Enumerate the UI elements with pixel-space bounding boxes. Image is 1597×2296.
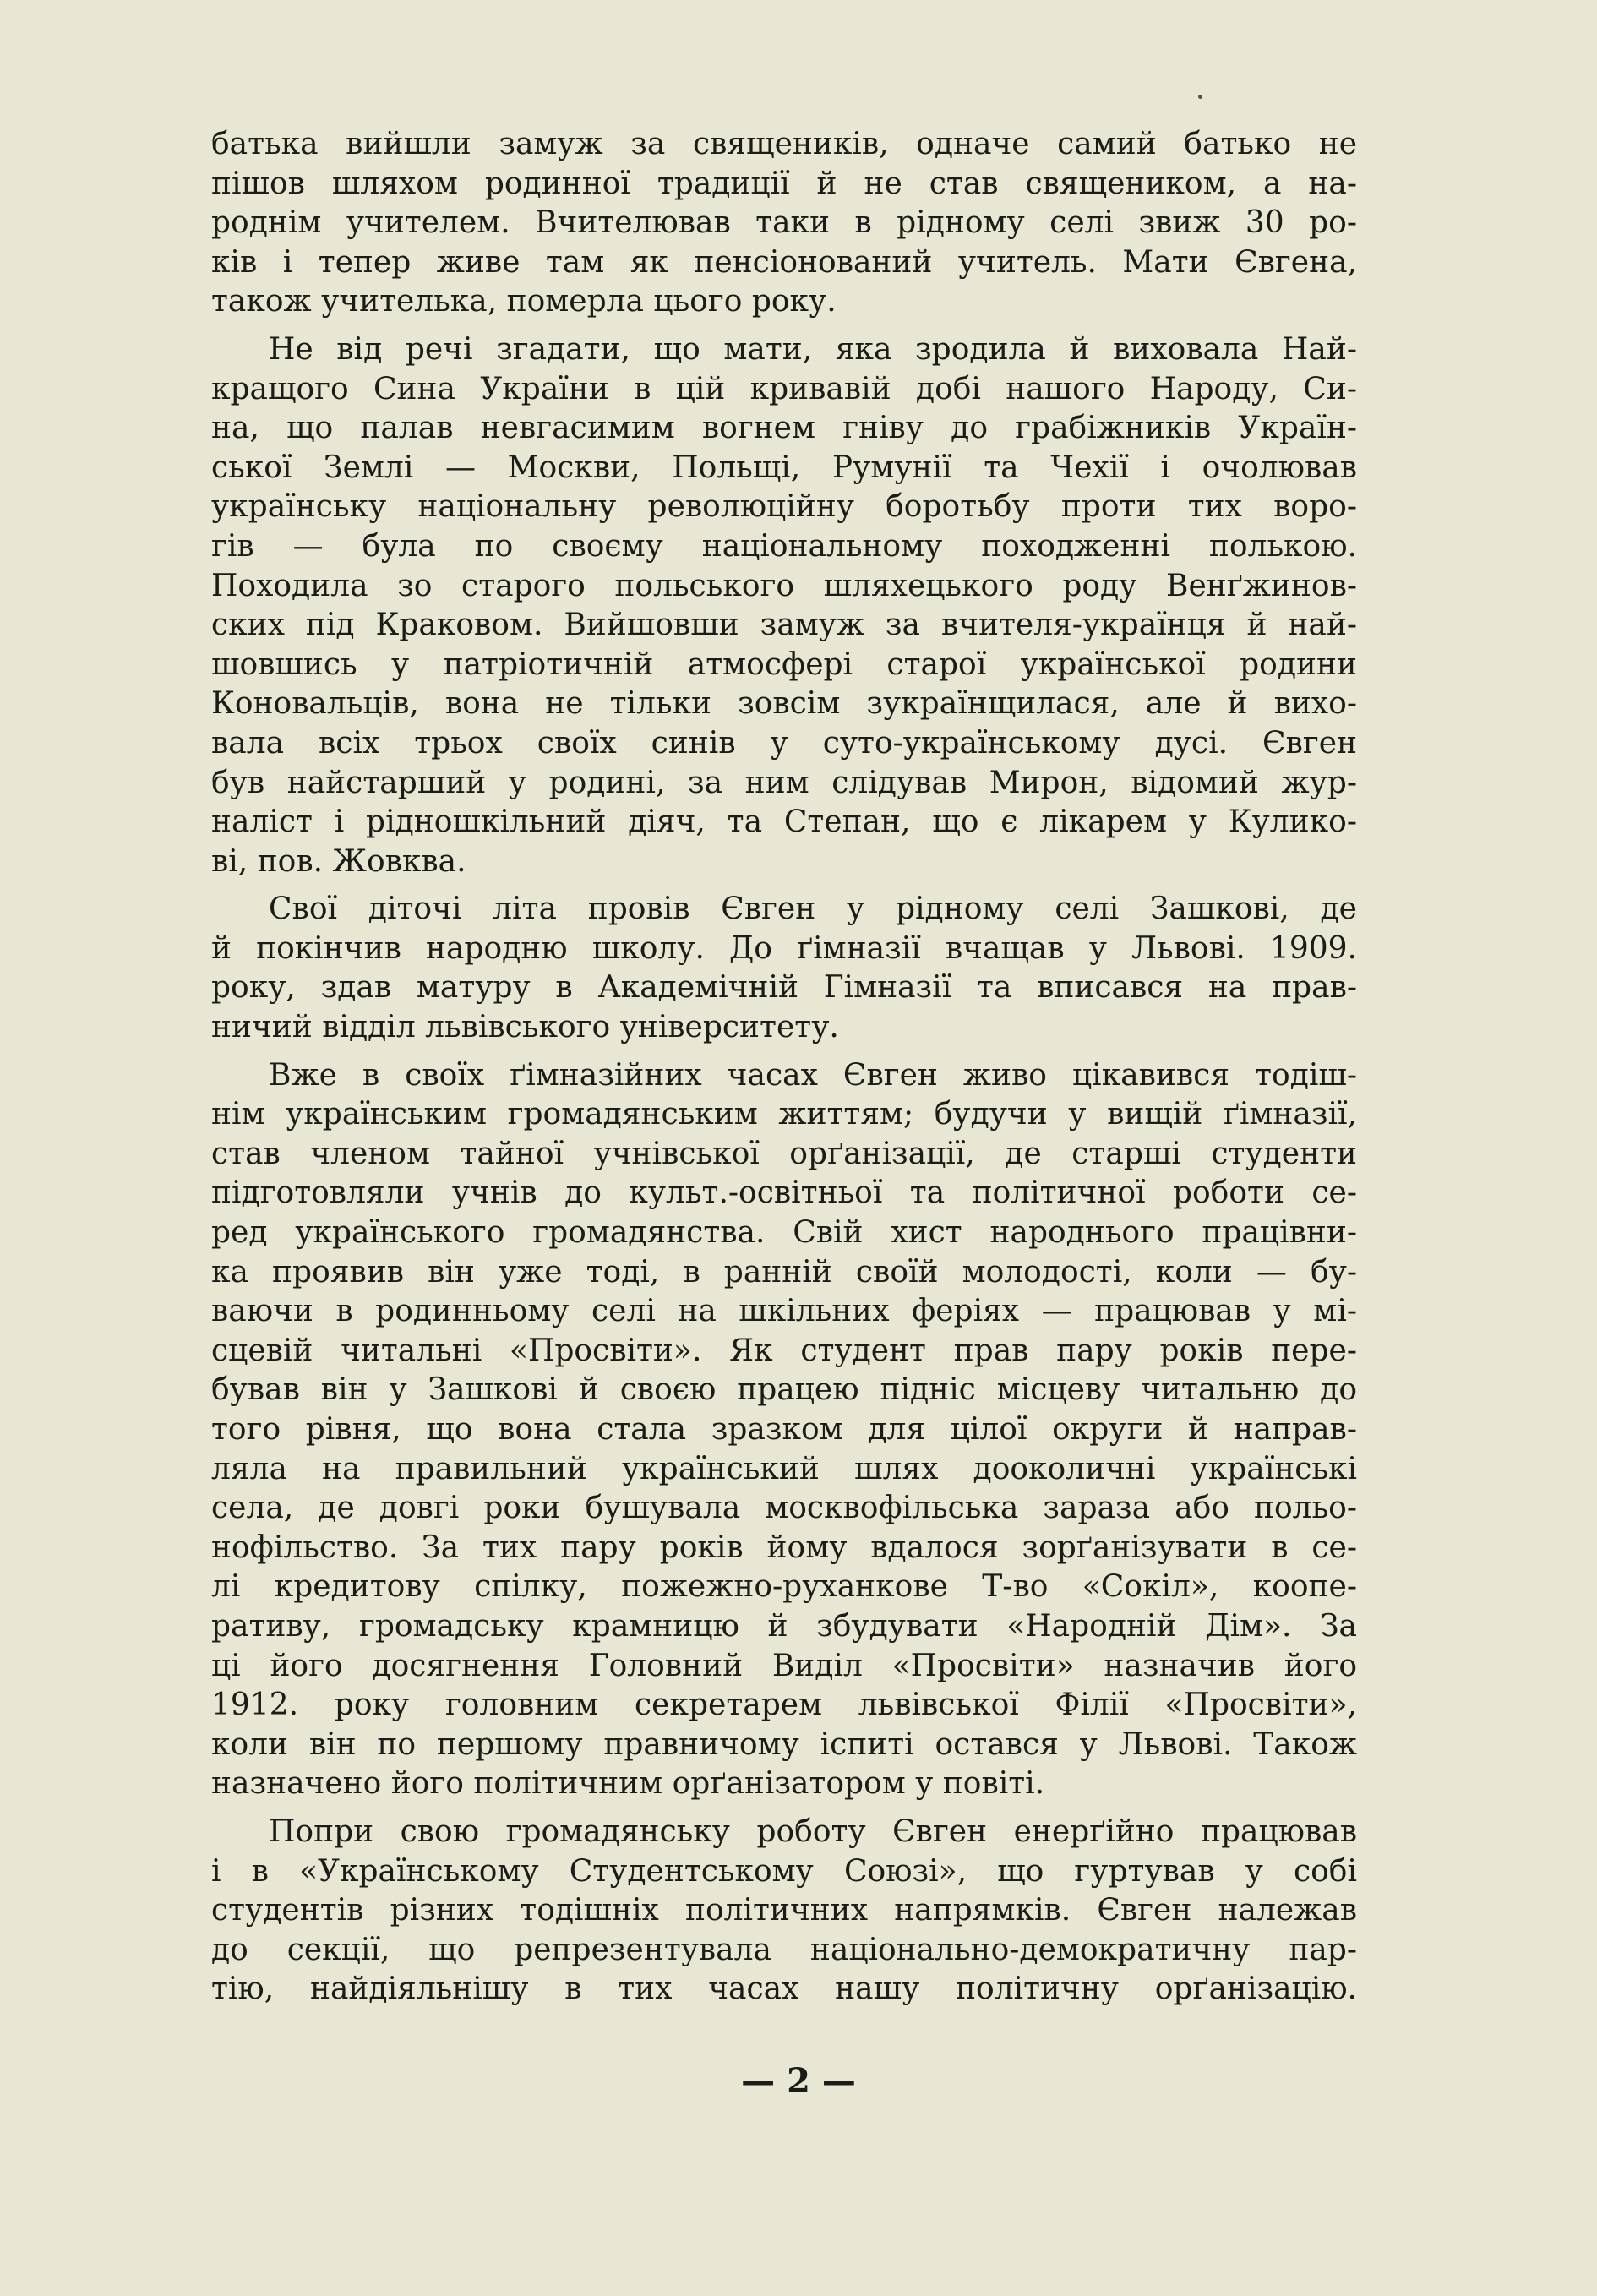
text-line: того рівня, що вона стала зразком для цілої округи й направ- (211, 1412, 1357, 1447)
text-line: ративу, громадську крамницю й збудувати «Народній Дім». За (211, 1608, 1357, 1644)
text-line: був найстарший у родині, за ним слідував Мирон, відомий жур- (211, 765, 1357, 800)
text-line: Свої діточі літа провів Євген у рідному селі Зашкові, де (269, 892, 1357, 927)
text-line: вала всіх трьох своїх синів у суто-українському дусі. Євген (211, 725, 1357, 761)
text-line: Коновальців, вона не тільки зовсім зукраїнщилася, але й вихо- (211, 686, 1357, 722)
text-line: гів — була по своєму національному походженні полькою. (211, 528, 1357, 564)
text-line: нофільство. За тих пару років йому вдалося зорґанізувати в се- (211, 1530, 1357, 1565)
text-line: Попри свою громадянську роботу Євген енерґійно працював (269, 1813, 1357, 1849)
text-line: ві, пов. Жовква. (211, 843, 466, 879)
text-line: Не від речі згадати, що мати, яка зродила й виховала Най- (269, 331, 1357, 367)
text-line: року, здав матуру в Академічній Гімназії та вписався на прав- (211, 970, 1357, 1006)
text-line: батька вийшли замуж за священиків, одначе самий батько не (211, 127, 1357, 161)
text-line: ка проявив він уже тоді, в ранній своїй молодості, коли — бу- (211, 1254, 1357, 1290)
text-line: коли він по першому правничому іспиті остався у Львові. Також (211, 1726, 1357, 1762)
paragraph (211, 890, 1357, 1047)
text-line: наліст і рідношкільний діяч, та Степан, що є лікарем у Кулико- (211, 804, 1357, 840)
page-number: — 2 — (741, 2061, 856, 2101)
text-line: Вже в своїх ґімназійних часах Євген живо цікавився тодіш- (269, 1057, 1357, 1093)
body-text (211, 125, 1357, 2018)
text-line: і в «Українському Студентському Союзі», що гуртував у собі (211, 1853, 1357, 1889)
text-line: нім українським громадянським життям; будучи у вищій ґімназії, (211, 1097, 1357, 1132)
text-line: сцевій читальні «Просвіти». Як студент прав пару років пере- (211, 1333, 1357, 1368)
text-line: українську національну революційну боротьбу проти тих воро- (211, 489, 1357, 525)
text-line: до секції, що репрезентувала національно-демократичну пар- (211, 1932, 1357, 1967)
text-line: ляла на правильний український шлях дооколичні українські (211, 1451, 1357, 1486)
paragraph (211, 1056, 1357, 1804)
text-line: села, де довгі роки бушувала москвофільська зараза або польо- (211, 1491, 1357, 1526)
text-line: ских під Краковом. Вийшовши замуж за вчителя-українця й най- (211, 608, 1357, 643)
text-line: ваючи в родинньому селі на шкільних феріях — працював у мі- (211, 1294, 1357, 1329)
text-line: кращого Сина України в цій кривавій добі нашого Народу, Си- (211, 371, 1357, 406)
text-line: роднім учителем. Вчителював таки в рідному селі звиж 30 ро- (211, 205, 1357, 241)
text-line: Походила зо старого польського шляхецького роду Венґжинов- (211, 568, 1357, 603)
text-line: ці його досягнення Головний Виділ «Просвіти» назначив його (211, 1648, 1357, 1683)
text-line: назначено його політичним орґанізатором у повіті. (211, 1766, 1045, 1802)
text-line: 1912. року головним секретарем львівської Філії «Просвіти», (211, 1688, 1357, 1723)
text-line: шовшись у патріотичній атмосфері старої української родини (211, 646, 1357, 682)
paragraph (211, 125, 1357, 322)
paragraph (211, 330, 1357, 881)
text-line: ничий відділ львівського університету. (211, 1010, 839, 1045)
text-line: став членом тайної учнівської орґанізації, де старші студенти (211, 1136, 1357, 1171)
text-line: ків і тепер живе там як пенсіонований учитель. Мати Євгена, (211, 244, 1357, 280)
text-line: ред українського громадянства. Свій хист народнього працівни- (211, 1215, 1357, 1251)
text-line: на, що палав невгасимим вогнем гніву до грабіжників Україн- (211, 411, 1357, 446)
text-line: також учителька, померла цього року. (211, 284, 837, 319)
text-line: й покінчив народню школу. До ґімназії вчащав у Львові. 1909. (211, 930, 1357, 966)
text-line: пішов шляхом родинної традиції й не став священиком, а на- (211, 166, 1357, 201)
ink-speck (1198, 95, 1202, 99)
text-line: студентів різних тодішніх політичних напрямків. Євген належав (211, 1893, 1357, 1928)
paragraph (211, 1813, 1357, 2010)
text-line: підготовляли учнів до культ.-освітньої та політичної роботи се- (211, 1175, 1357, 1211)
text-line: лі кредитову спілку, пожежно-руханкове Т-во «Сокіл», коопе- (211, 1569, 1357, 1605)
text-line: бував він у Зашкові й своєю працею підніс місцеву читальню до (211, 1372, 1357, 1408)
text-line: тію, найдіяльнішу в тих часах нашу політичну орґанізацію. (211, 1972, 1357, 2007)
text-line: ської Землі — Москви, Польщі, Румунії та Чехії і очолював (211, 450, 1357, 485)
